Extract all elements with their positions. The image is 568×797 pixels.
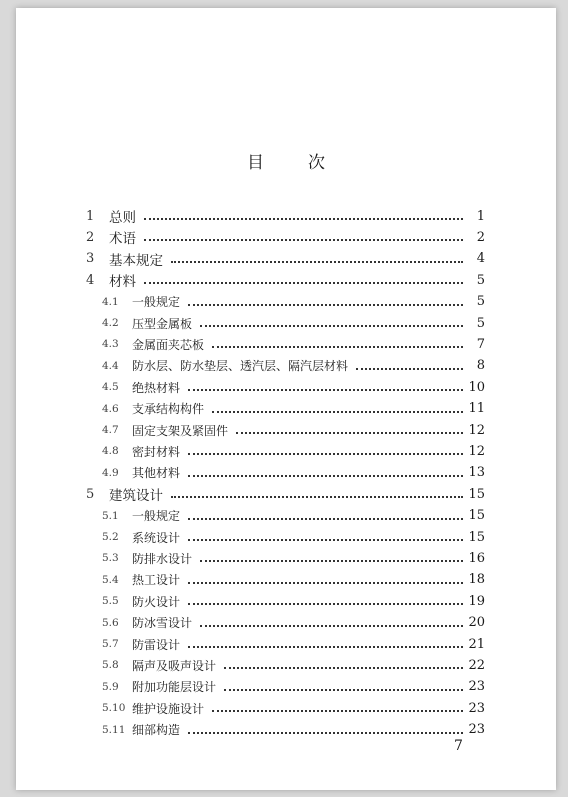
toc-leader-dots bbox=[212, 710, 463, 712]
toc-section-number: 5.7 bbox=[102, 638, 119, 650]
toc-section-title: 压型金属板 bbox=[132, 316, 193, 331]
toc-leader-dots bbox=[188, 582, 463, 584]
toc-page-number: 7 bbox=[476, 336, 485, 352]
toc-section-title: 其他材料 bbox=[132, 466, 181, 481]
page-title-part2: 次 bbox=[308, 153, 325, 173]
page-number: 7 bbox=[454, 738, 463, 754]
toc-leader-dots bbox=[188, 518, 463, 520]
document-page bbox=[16, 8, 556, 790]
toc-page-number: 4 bbox=[476, 251, 485, 267]
toc-page-number: 2 bbox=[476, 229, 485, 245]
toc-section-title: 材料 bbox=[109, 274, 136, 291]
toc-leader-dots bbox=[188, 539, 463, 541]
toc-row bbox=[16, 249, 556, 269]
toc-leader-dots bbox=[171, 261, 463, 263]
toc-row bbox=[16, 548, 556, 568]
toc-row bbox=[16, 698, 556, 718]
toc-section-number: 1 bbox=[86, 208, 95, 224]
toc-row bbox=[16, 441, 556, 461]
toc-leader-dots bbox=[200, 560, 463, 562]
toc-page-number: 12 bbox=[468, 422, 485, 438]
toc-leader-dots bbox=[188, 453, 463, 455]
toc-page-number: 18 bbox=[468, 572, 485, 588]
toc-row bbox=[16, 292, 556, 312]
toc-leader-dots bbox=[188, 304, 463, 306]
toc-section-number: 5.2 bbox=[102, 531, 119, 543]
toc-section-title: 基本规定 bbox=[109, 252, 163, 269]
toc-leader-dots bbox=[188, 389, 463, 391]
toc-section-number: 5.1 bbox=[102, 509, 119, 522]
toc-section-title: 系统设计 bbox=[132, 530, 181, 545]
toc-leader-dots bbox=[200, 325, 463, 327]
toc-row bbox=[16, 313, 556, 333]
toc-section-title: 维护设施设计 bbox=[132, 701, 205, 716]
toc-row bbox=[16, 677, 556, 697]
toc-leader-dots bbox=[212, 346, 463, 348]
toc-page-number: 15 bbox=[468, 486, 485, 502]
toc-page-number: 1 bbox=[476, 208, 485, 224]
toc-leader-dots bbox=[224, 689, 463, 691]
toc-leader-dots bbox=[236, 432, 463, 434]
toc-page-number: 5 bbox=[476, 272, 485, 288]
toc-section-number: 3 bbox=[86, 251, 95, 267]
toc-row bbox=[16, 720, 556, 740]
toc-leader-dots bbox=[188, 646, 463, 648]
toc-section-title: 一般规定 bbox=[132, 295, 181, 310]
toc-page-number: 23 bbox=[468, 722, 485, 738]
toc-section-title: 防雷设计 bbox=[132, 637, 181, 652]
toc-section-number: 4.2 bbox=[102, 317, 119, 329]
toc-row bbox=[16, 377, 556, 397]
toc-leader-dots bbox=[212, 411, 463, 413]
toc-section-number: 5.6 bbox=[102, 616, 119, 629]
toc-row bbox=[16, 463, 556, 483]
toc-leader-dots bbox=[171, 496, 463, 498]
toc-section-number: 5.10 bbox=[102, 702, 126, 715]
toc-row bbox=[16, 634, 556, 654]
toc-page-number: 23 bbox=[468, 679, 485, 695]
toc-page-number: 15 bbox=[468, 529, 485, 545]
toc-page-number: 19 bbox=[468, 593, 485, 609]
toc-section-title: 防火设计 bbox=[132, 594, 181, 609]
toc-section-number: 4.6 bbox=[102, 402, 119, 415]
toc-leader-dots bbox=[144, 239, 463, 241]
toc-row bbox=[16, 206, 556, 226]
toc-section-number: 5.4 bbox=[102, 573, 119, 586]
toc-leader-dots bbox=[144, 218, 463, 220]
toc-section-title: 总则 bbox=[109, 210, 136, 226]
toc-row bbox=[16, 613, 556, 633]
toc-section-number: 5.8 bbox=[102, 659, 119, 672]
toc-row bbox=[16, 270, 556, 290]
toc-section-number: 5.9 bbox=[102, 680, 119, 693]
toc-leader-dots bbox=[188, 732, 463, 734]
toc-section-number: 4.8 bbox=[102, 445, 119, 458]
toc-section-number: 4 bbox=[86, 272, 95, 288]
toc-page-number: 15 bbox=[468, 508, 485, 524]
toc-leader-dots bbox=[356, 368, 463, 370]
toc-page-number: 10 bbox=[468, 379, 485, 395]
toc-section-title: 固定支架及紧固件 bbox=[132, 423, 229, 438]
toc-row bbox=[16, 399, 556, 419]
toc-section-title: 附加功能层设计 bbox=[132, 680, 217, 695]
toc-page-number: 20 bbox=[468, 615, 485, 631]
toc-row bbox=[16, 655, 556, 675]
toc-page-number: 13 bbox=[468, 465, 485, 481]
toc-page-number: 23 bbox=[468, 700, 485, 716]
page-title-part1: 目 bbox=[247, 153, 264, 173]
toc-row bbox=[16, 570, 556, 590]
toc-page-number: 12 bbox=[468, 443, 485, 459]
toc-page-number: 22 bbox=[468, 657, 485, 673]
toc-section-number: 4.4 bbox=[102, 359, 119, 372]
toc-section-title: 细部构造 bbox=[132, 723, 181, 738]
toc-section-title: 建筑设计 bbox=[109, 488, 163, 505]
toc-leader-dots bbox=[200, 625, 463, 627]
toc-section-number: 4.7 bbox=[102, 424, 119, 436]
toc-section-title: 金属面夹芯板 bbox=[132, 337, 205, 352]
toc-row bbox=[16, 227, 556, 247]
toc-section-title: 防水层、防水垫层、透汽层、隔汽层材料 bbox=[132, 359, 349, 374]
toc-section-title: 热工设计 bbox=[132, 573, 181, 588]
toc-section-number: 5 bbox=[86, 486, 95, 502]
toc-section-number: 2 bbox=[86, 229, 95, 245]
toc-section-title: 一般规定 bbox=[132, 509, 181, 524]
toc-section-number: 5.3 bbox=[102, 552, 119, 565]
toc-section-title: 支承结构构件 bbox=[132, 402, 205, 417]
toc-section-number: 5.11 bbox=[102, 723, 126, 736]
toc-section-number: 4.3 bbox=[102, 338, 119, 351]
toc-page-number: 16 bbox=[468, 550, 485, 566]
toc-leader-dots bbox=[188, 475, 463, 477]
toc-section-title: 绝热材料 bbox=[132, 380, 181, 395]
toc-row bbox=[16, 356, 556, 376]
toc-row bbox=[16, 591, 556, 611]
toc-page-number: 5 bbox=[476, 294, 485, 310]
toc-page-number: 21 bbox=[468, 636, 485, 652]
toc-page-number: 11 bbox=[468, 401, 485, 417]
toc-section-title: 密封材料 bbox=[132, 444, 181, 459]
toc-row bbox=[16, 420, 556, 440]
toc-row bbox=[16, 334, 556, 354]
toc-leader-dots bbox=[144, 282, 463, 284]
toc-section-title: 术语 bbox=[109, 231, 136, 248]
toc-section-number: 5.5 bbox=[102, 595, 119, 608]
toc-section-title: 防冰雪设计 bbox=[132, 616, 193, 631]
toc-leader-dots bbox=[188, 603, 463, 605]
toc-row bbox=[16, 484, 556, 504]
toc-page-number: 5 bbox=[476, 315, 485, 331]
page-title bbox=[16, 148, 556, 173]
toc-row bbox=[16, 527, 556, 547]
toc-section-title: 隔声及吸声设计 bbox=[132, 658, 217, 673]
toc-page-number: 8 bbox=[476, 358, 485, 374]
toc-section-number: 4.5 bbox=[102, 381, 119, 394]
toc-section-number: 4.1 bbox=[102, 295, 119, 308]
toc-leader-dots bbox=[224, 667, 463, 669]
toc-section-title: 防排水设计 bbox=[132, 551, 193, 566]
toc-row bbox=[16, 506, 556, 526]
toc-section-number: 4.9 bbox=[102, 466, 119, 479]
